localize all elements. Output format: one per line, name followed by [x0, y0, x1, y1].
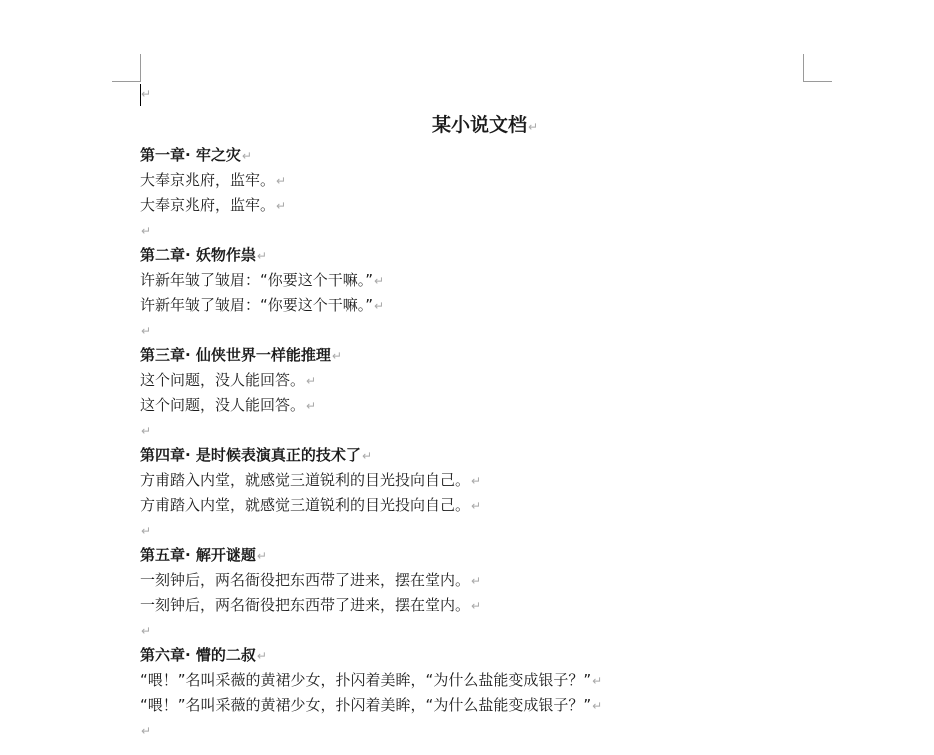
body-paragraph[interactable] [140, 268, 830, 293]
paragraph-text: 这个问题，没人能回答。 [140, 396, 306, 414]
paragraph-mark-icon: ↵ [141, 324, 152, 338]
chapter-heading-text: 第二章· 妖物作祟 [140, 246, 256, 264]
empty-paragraph[interactable] [140, 418, 830, 443]
paragraph-mark-icon: ↵ [276, 199, 287, 213]
paragraph-mark-icon: ↵ [256, 549, 267, 563]
chapter-heading-text: 第四章· 是时候表演真正的技术了 [140, 446, 361, 464]
empty-paragraph[interactable] [140, 218, 830, 243]
empty-paragraph[interactable] [140, 518, 830, 543]
body-paragraph[interactable] [140, 493, 830, 518]
paragraph-text: 方甫踏入内堂，就感觉三道锐利的目光投向自己。 [140, 496, 471, 514]
chapter-heading-text: 第五章· 解开谜题 [140, 546, 256, 564]
paragraph-text: 方甫踏入内堂，就感觉三道锐利的目光投向自己。 [140, 471, 471, 489]
body-paragraph[interactable] [140, 293, 830, 318]
title-text: 某小说文档 [431, 114, 527, 136]
body-paragraph[interactable] [140, 568, 830, 593]
paragraph-mark-icon: ↵ [276, 174, 287, 188]
body-paragraph[interactable] [140, 693, 830, 718]
chapter-heading[interactable] [140, 143, 830, 168]
paragraph-mark-icon: ↵ [256, 649, 267, 663]
paragraph-mark-icon: ↵ [141, 224, 152, 238]
paragraph-mark-icon: ↵ [592, 699, 603, 713]
paragraph-text: 许新年皱了皱眉：“你要这个干嘛。” [140, 271, 374, 289]
paragraph-text: “喂！”名叫采薇的黄裙少女，扑闪着美眸，“为什么盐能变成银子？” [140, 696, 592, 714]
paragraph-mark-icon: ↵ [471, 499, 482, 513]
chapter-heading[interactable] [140, 443, 830, 468]
empty-paragraph[interactable] [140, 318, 830, 343]
paragraph-text: “喂！”名叫采薇的黄裙少女，扑闪着美眸，“为什么盐能变成银子？” [140, 671, 592, 689]
chapter-heading[interactable] [140, 343, 830, 368]
paragraph-mark-icon: ↵ [374, 274, 385, 288]
empty-paragraph[interactable] [140, 718, 830, 743]
paragraph-mark-icon: ↵ [141, 524, 152, 538]
document-body[interactable] [140, 81, 830, 743]
empty-paragraph[interactable] [140, 618, 830, 643]
body-paragraph[interactable] [140, 593, 830, 618]
chapter-heading-text: 第一章· 牢之灾 [140, 146, 241, 164]
paragraph-text: 许新年皱了皱眉：“你要这个干嘛。” [140, 296, 374, 314]
paragraph-mark-icon: ↵ [374, 299, 385, 313]
body-paragraph[interactable] [140, 193, 830, 218]
paragraph-mark-icon: ↵ [141, 724, 152, 738]
body-paragraph[interactable] [140, 668, 830, 693]
paragraph-mark-icon: ↵ [471, 474, 482, 488]
empty-paragraph[interactable] [140, 81, 830, 106]
paragraph-mark-icon: ↵ [141, 87, 152, 101]
margin-corner-top-left [112, 54, 141, 82]
paragraph-mark-icon: ↵ [331, 349, 342, 363]
paragraph-text: 大奉京兆府，监牢。 [140, 171, 276, 189]
paragraph-mark-icon: ↵ [592, 674, 603, 688]
paragraph-mark-icon: ↵ [141, 424, 152, 438]
document-title[interactable] [140, 107, 830, 143]
body-paragraph[interactable] [140, 368, 830, 393]
chapter-heading[interactable] [140, 643, 830, 668]
paragraph-mark-icon: ↵ [527, 120, 539, 134]
paragraph-text: 一刻钟后，两名衙役把东西带了进来，摆在堂内。 [140, 571, 471, 589]
chapter-heading[interactable] [140, 543, 830, 568]
paragraph-mark-icon: ↵ [471, 599, 482, 613]
paragraph-mark-icon: ↵ [256, 249, 267, 263]
chapter-heading-text: 第三章· 仙侠世界一样能推理 [140, 346, 331, 364]
body-paragraph[interactable] [140, 393, 830, 418]
body-paragraph[interactable] [140, 168, 830, 193]
paragraph-mark-icon: ↵ [241, 149, 252, 163]
paragraph-mark-icon: ↵ [306, 399, 317, 413]
paragraph-text: 一刻钟后，两名衙役把东西带了进来，摆在堂内。 [140, 596, 471, 614]
paragraph-mark-icon: ↵ [141, 624, 152, 638]
paragraph-text: 这个问题，没人能回答。 [140, 371, 306, 389]
paragraph-mark-icon: ↵ [471, 574, 482, 588]
chapter-heading-text: 第六章· 懵的二叔 [140, 646, 256, 664]
chapter-heading[interactable] [140, 243, 830, 268]
paragraph-text: 大奉京兆府，监牢。 [140, 196, 276, 214]
paragraph-mark-icon: ↵ [306, 374, 317, 388]
paragraph-mark-icon: ↵ [361, 449, 372, 463]
margin-corner-top-right [803, 54, 832, 82]
body-paragraph[interactable] [140, 468, 830, 493]
